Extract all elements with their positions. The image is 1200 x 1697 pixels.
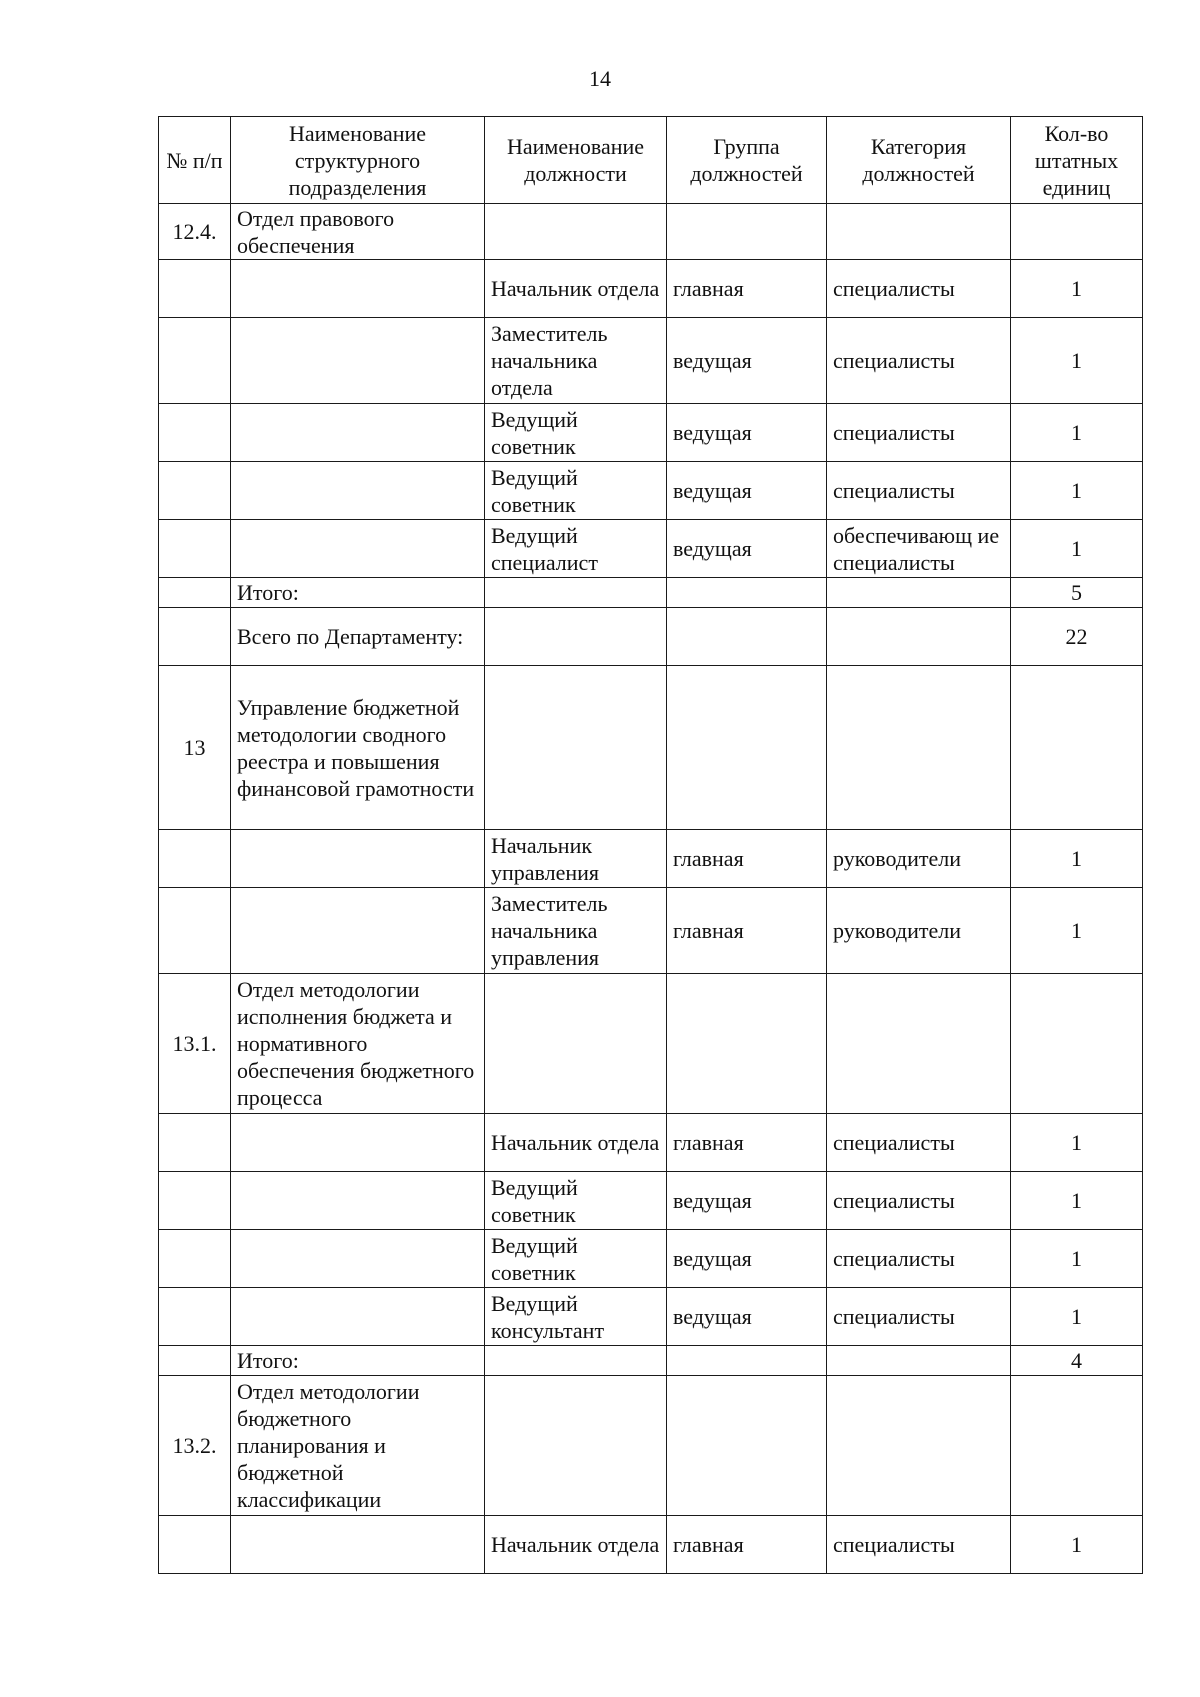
cell-category: специалисты [827, 260, 1011, 318]
cell-unit [231, 318, 485, 404]
table-row-total [159, 608, 1143, 666]
cell-count [1011, 974, 1143, 1114]
cell-num [159, 830, 231, 888]
cell-unit: Отдел методологии бюджетного планирования и бюджетной классификации [231, 1376, 485, 1516]
cell-category [827, 1376, 1011, 1516]
cell-position: Ведущий консультант [485, 1288, 667, 1346]
cell-unit [231, 462, 485, 520]
cell-group [667, 578, 827, 608]
cell-group [667, 1376, 827, 1516]
table-row [159, 318, 1143, 404]
cell-num [159, 1346, 231, 1376]
cell-category: специалисты [827, 404, 1011, 462]
cell-group: ведущая [667, 404, 827, 462]
cell-category: специалисты [827, 1114, 1011, 1172]
cell-position [485, 608, 667, 666]
cell-unit [231, 1114, 485, 1172]
cell-unit: Итого: [231, 578, 485, 608]
cell-position: Начальник управления [485, 830, 667, 888]
cell-unit [231, 1288, 485, 1346]
cell-count: 1 [1011, 462, 1143, 520]
cell-group [667, 666, 827, 830]
cell-count: 4 [1011, 1346, 1143, 1376]
cell-position: Ведущий советник [485, 1172, 667, 1230]
table-row [159, 888, 1143, 974]
cell-category: руководители [827, 830, 1011, 888]
cell-position [485, 1346, 667, 1376]
cell-group: ведущая [667, 318, 827, 404]
cell-group [667, 1346, 827, 1376]
table-row [159, 462, 1143, 520]
cell-group: главная [667, 1114, 827, 1172]
table-row [159, 830, 1143, 888]
cell-count: 1 [1011, 260, 1143, 318]
cell-position: Начальник отдела [485, 1516, 667, 1574]
cell-count: 1 [1011, 830, 1143, 888]
cell-category: специалисты [827, 1172, 1011, 1230]
cell-group [667, 974, 827, 1114]
cell-unit: Всего по Департаменту: [231, 608, 485, 666]
cell-unit [231, 404, 485, 462]
cell-num: 13 [159, 666, 231, 830]
cell-num: 12.4. [159, 204, 231, 260]
cell-category: специалисты [827, 1288, 1011, 1346]
cell-count: 1 [1011, 318, 1143, 404]
cell-num [159, 1516, 231, 1574]
cell-num [159, 462, 231, 520]
table-row-subtotal [159, 578, 1143, 608]
cell-unit: Управление бюджетной методологии сводного реестра и повышения финансовой грамотности [231, 666, 485, 830]
table-header [159, 117, 1143, 204]
cell-category [827, 666, 1011, 830]
cell-group: ведущая [667, 1230, 827, 1288]
cell-count [1011, 666, 1143, 830]
cell-count: 1 [1011, 520, 1143, 578]
page-number: 14 [589, 66, 611, 91]
table-row [159, 974, 1143, 1114]
cell-num [159, 1288, 231, 1346]
cell-position: Ведущий специалист [485, 520, 667, 578]
cell-num [159, 318, 231, 404]
cell-unit: Итого: [231, 1346, 485, 1376]
cell-group [667, 608, 827, 666]
table-row [159, 204, 1143, 260]
cell-group: главная [667, 888, 827, 974]
cell-num [159, 608, 231, 666]
cell-count: 5 [1011, 578, 1143, 608]
cell-group: ведущая [667, 462, 827, 520]
cell-unit [231, 260, 485, 318]
cell-group: главная [667, 830, 827, 888]
table-row [159, 1230, 1143, 1288]
cell-count: 1 [1011, 1516, 1143, 1574]
cell-num [159, 1172, 231, 1230]
table-row [159, 1376, 1143, 1516]
cell-num [159, 404, 231, 462]
cell-category [827, 578, 1011, 608]
header-num: № п/п [159, 117, 231, 204]
cell-position [485, 974, 667, 1114]
cell-category: специалисты [827, 1516, 1011, 1574]
cell-group: ведущая [667, 1172, 827, 1230]
cell-num [159, 1230, 231, 1288]
cell-num [159, 888, 231, 974]
cell-count: 1 [1011, 404, 1143, 462]
cell-category: специалисты [827, 1230, 1011, 1288]
cell-num [159, 578, 231, 608]
cell-category: специалисты [827, 318, 1011, 404]
cell-position [485, 666, 667, 830]
cell-group: главная [667, 260, 827, 318]
cell-unit [231, 520, 485, 578]
table-row [159, 260, 1143, 318]
cell-num: 13.2. [159, 1376, 231, 1516]
staffing-table [158, 116, 1143, 1574]
cell-position: Начальник отдела [485, 1114, 667, 1172]
cell-unit [231, 1172, 485, 1230]
cell-category: обеспечивающ ие специалисты [827, 520, 1011, 578]
cell-category: руководители [827, 888, 1011, 974]
cell-num [159, 520, 231, 578]
cell-count: 1 [1011, 1114, 1143, 1172]
cell-position [485, 204, 667, 260]
cell-unit [231, 1516, 485, 1574]
cell-category [827, 974, 1011, 1114]
header-count: Кол-во штатных единиц [1011, 117, 1143, 204]
cell-count [1011, 1376, 1143, 1516]
cell-group: ведущая [667, 1288, 827, 1346]
table-row-subtotal [159, 1346, 1143, 1376]
cell-position [485, 1376, 667, 1516]
table-row [159, 666, 1143, 830]
table-row [159, 1288, 1143, 1346]
cell-position: Ведущий советник [485, 1230, 667, 1288]
cell-unit: Отдел методологии исполнения бюджета и нормативного обеспечения бюджетного процесса [231, 974, 485, 1114]
header-unit: Наименование структурного подразделения [231, 117, 485, 204]
cell-unit [231, 1230, 485, 1288]
cell-count: 1 [1011, 1230, 1143, 1288]
cell-count: 1 [1011, 1288, 1143, 1346]
table-row [159, 1114, 1143, 1172]
cell-group [667, 204, 827, 260]
cell-category [827, 1346, 1011, 1376]
cell-position [485, 578, 667, 608]
cell-category [827, 204, 1011, 260]
cell-num [159, 260, 231, 318]
table-row [159, 404, 1143, 462]
cell-unit [231, 830, 485, 888]
table-body [159, 204, 1143, 1574]
cell-position: Ведущий советник [485, 404, 667, 462]
cell-count: 22 [1011, 608, 1143, 666]
cell-group: главная [667, 1516, 827, 1574]
header-group: Группа должностей [667, 117, 827, 204]
cell-num [159, 1114, 231, 1172]
cell-category [827, 608, 1011, 666]
table-row [159, 1172, 1143, 1230]
cell-group: ведущая [667, 520, 827, 578]
cell-count [1011, 204, 1143, 260]
cell-count: 1 [1011, 1172, 1143, 1230]
table-row [159, 1516, 1143, 1574]
cell-category: специалисты [827, 462, 1011, 520]
cell-count: 1 [1011, 888, 1143, 974]
cell-position: Заместитель начальника отдела [485, 318, 667, 404]
header-position: Наименование должности [485, 117, 667, 204]
table-row [159, 520, 1143, 578]
cell-unit [231, 888, 485, 974]
cell-position: Заместитель начальника управления [485, 888, 667, 974]
header-category: Категория должностей [827, 117, 1011, 204]
cell-unit: Отдел правового обеспечения [231, 204, 485, 260]
cell-num: 13.1. [159, 974, 231, 1114]
cell-position: Начальник отдела [485, 260, 667, 318]
cell-position: Ведущий советник [485, 462, 667, 520]
